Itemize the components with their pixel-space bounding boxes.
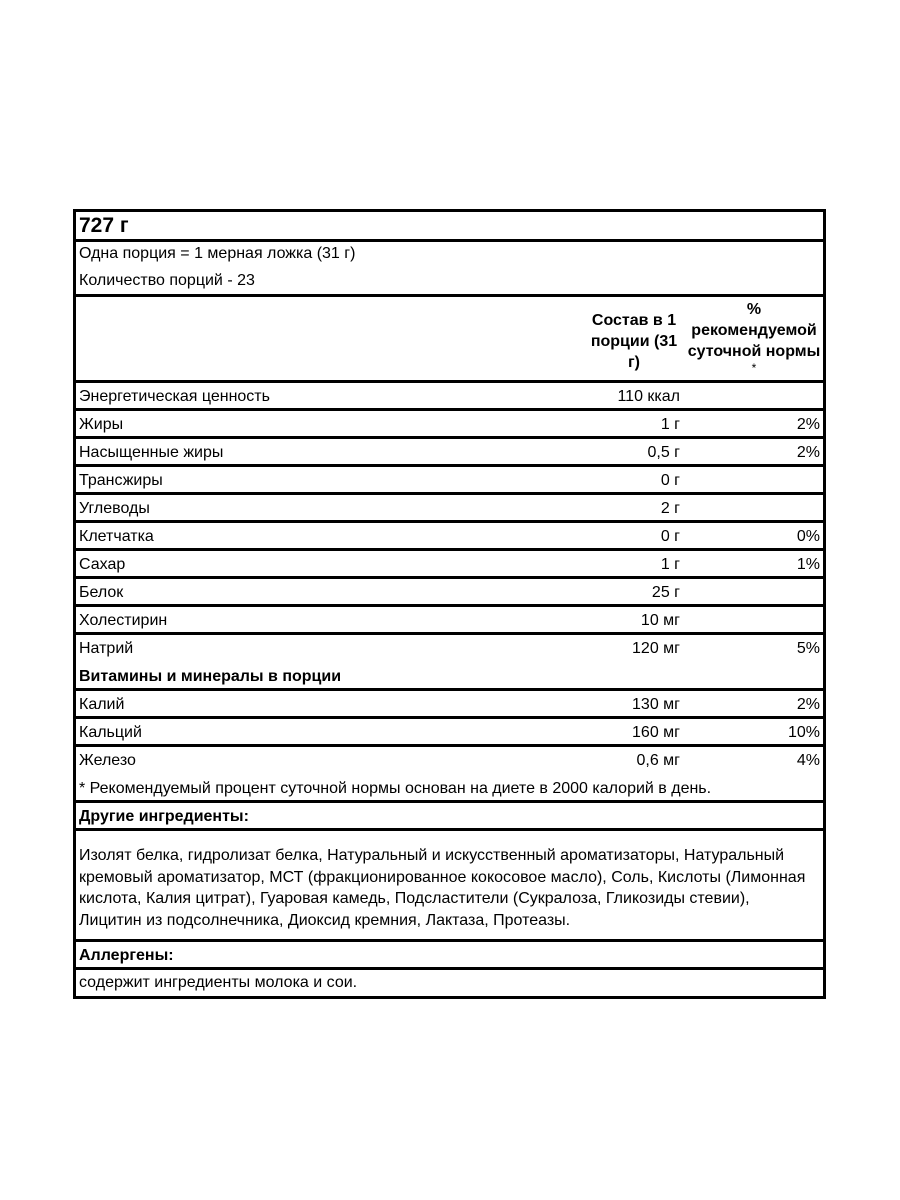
- nutrient-daily-value: 0%: [796, 528, 820, 545]
- nutrient-name: Жиры: [79, 416, 124, 433]
- footnote: * Рекомендуемый процент суточной нормы основан на диете в 2000 калорий в день.: [79, 780, 712, 797]
- allergens-row: [76, 970, 823, 996]
- vitamins-heading: Витамины и минералы в порции: [79, 668, 342, 685]
- nutrient-name: Насыщенные жиры: [79, 444, 224, 461]
- allergens-text: содержит ингредиенты молока и сои.: [79, 974, 358, 991]
- nutrient-name: Сахар: [79, 556, 126, 573]
- nutrient-row: [76, 467, 823, 495]
- daily-value-header-text: % рекомендуемой суточной нормы: [687, 301, 821, 360]
- daily-value-column-header: [684, 299, 824, 374]
- nutrient-amount: 1 г: [660, 416, 680, 433]
- nutrient-amount: 0 г: [660, 528, 680, 545]
- nutrient-row: [76, 691, 823, 719]
- ingredients-heading-row: [76, 803, 823, 831]
- nutrient-daily-value: 1%: [796, 556, 820, 573]
- nutrient-name: Калий: [79, 696, 125, 713]
- ingredients-heading: Другие ингредиенты:: [79, 808, 249, 825]
- vitamins-heading-row: [76, 663, 823, 691]
- nutrient-daily-value: 5%: [796, 640, 820, 657]
- ingredients-row: [76, 831, 823, 942]
- nutrient-name: Белок: [79, 584, 124, 601]
- nutrient-name: Трансжиры: [79, 472, 163, 489]
- allergens-heading-row: [76, 942, 823, 970]
- nutrient-row: [76, 635, 823, 663]
- serving-size: Одна порция = 1 мерная ложка (31 г): [79, 245, 356, 262]
- nutrient-amount: 130 мг: [632, 696, 680, 713]
- nutrient-name: Кальций: [79, 724, 142, 741]
- nutrient-amount: 110 ккал: [617, 388, 680, 405]
- footnote-row: [76, 775, 823, 803]
- serving-info-row: [76, 242, 823, 297]
- package-weight: 727 г: [79, 214, 129, 237]
- nutrient-amount: 10 мг: [640, 612, 680, 629]
- nutrient-amount: 1 г: [660, 556, 680, 573]
- minerals-list: [76, 691, 823, 775]
- nutrient-name: Железо: [79, 752, 136, 769]
- nutrient-amount: 120 мг: [632, 640, 680, 657]
- nutrients-list: [76, 383, 823, 663]
- daily-value-footnote-mark: *: [751, 361, 757, 375]
- nutrient-row: [76, 551, 823, 579]
- nutrient-row: [76, 439, 823, 467]
- table-header-row: [76, 297, 823, 383]
- nutrient-amount: 0 г: [660, 472, 680, 489]
- nutrient-row: [76, 523, 823, 551]
- nutrient-name: Натрий: [79, 640, 134, 657]
- package-weight-row: [76, 212, 823, 242]
- nutrient-row: [76, 383, 823, 411]
- nutrition-label: [73, 209, 826, 999]
- nutrient-row: [76, 747, 823, 775]
- nutrient-daily-value: 2%: [796, 416, 820, 433]
- ingredients-text: Изолят белка, гидролизат белка, Натуральный и искусственный ароматизаторы, Натуральный кремовый ароматизатор, МСТ (фракционированное кокосовое масло), Соль, Кислоты (Лимонная кислота, Калия цитрат), Гуаровая камедь, Подсластители (Сукралоза, Гликозиды стевии), Лицитин из подсолнечника, Диоксид кремния, Лактаза, Протеазы.: [79, 847, 806, 929]
- nutrient-row: [76, 607, 823, 635]
- nutrient-daily-value: 2%: [796, 444, 820, 461]
- nutrient-amount: 25 г: [651, 584, 680, 601]
- nutrient-name: Углеводы: [79, 500, 150, 517]
- nutrient-daily-value: 2%: [796, 696, 820, 713]
- nutrient-amount: 160 мг: [632, 724, 680, 741]
- allergens-heading: Аллергены:: [79, 947, 174, 964]
- nutrient-name: Холестирин: [79, 612, 168, 629]
- nutrient-row: [76, 495, 823, 523]
- nutrient-amount: 2 г: [660, 500, 680, 517]
- nutrient-row: [76, 719, 823, 747]
- nutrient-daily-value: 10%: [787, 724, 820, 741]
- nutrient-daily-value: 4%: [796, 752, 820, 769]
- amount-column-header: Состав в 1 порции (31 г): [590, 312, 678, 371]
- serving-count: Количество порций - 23: [79, 272, 255, 289]
- nutrient-row: [76, 579, 823, 607]
- nutrient-name: Энергетическая ценность: [79, 388, 270, 405]
- nutrient-amount: 0,6 мг: [636, 752, 680, 769]
- nutrient-row: [76, 411, 823, 439]
- nutrient-amount: 0,5 г: [647, 444, 680, 461]
- nutrient-name: Клетчатка: [79, 528, 154, 545]
